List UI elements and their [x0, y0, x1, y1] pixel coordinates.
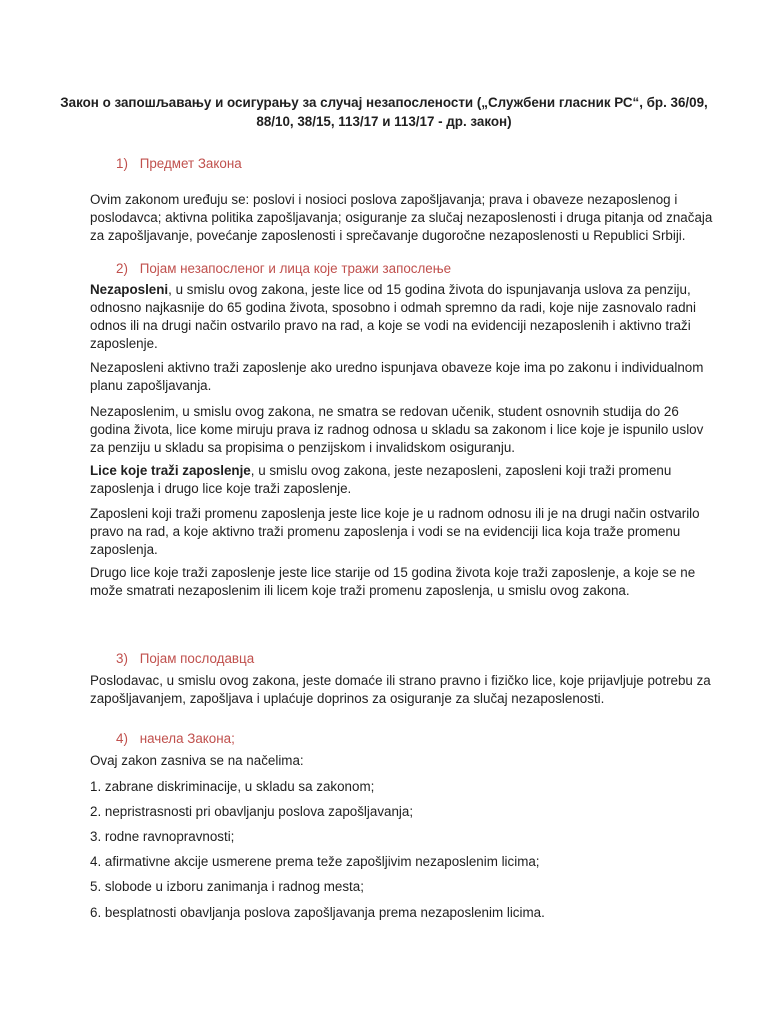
section-heading-1: [116, 155, 242, 173]
text-line: za penziju u skladu sa propisima o penzijskom i invalidskom osiguranju.: [90, 440, 515, 455]
text-line: Poslodavac, u smislu ovog zakona, jeste domaće ili strano pravno i fizičko lice, koje prijavljuje potrebu za: [90, 673, 711, 688]
text-line: planu zapošljavanja.: [90, 378, 212, 393]
principle-item: 5. slobode u izboru zanimanja i radnog mesta;: [90, 879, 364, 894]
paragraph-subject: [90, 191, 713, 245]
text-line: [90, 281, 691, 299]
section-number: 4): [116, 731, 128, 746]
text-line: poslodavca; aktivna politika zapošljavanja; osiguranje za slučaj nezaposlenosti i druga pitanja od značaja: [90, 210, 713, 225]
paragraph-unemployed-definition: [90, 281, 696, 353]
text-line: Nezaposleni aktivno traži zaposlenje ako uredno ispunjava obaveze koje ima po zakonu i individualnom: [90, 360, 704, 375]
text-fragment: , u smislu ovog zakona, jeste nezaposleni, zaposleni koji traži promenu: [250, 463, 672, 478]
principle-item: 2. nepristrasnosti pri obavljanju poslova zapošljavanja;: [90, 804, 414, 819]
paragraph-employer-definition: [90, 672, 711, 708]
paragraph-employed-seeker: [90, 505, 700, 559]
text-fragment: , u smislu ovog zakona, jeste lice od 15 godina života do ispunjavanja uslova za penziju,: [168, 282, 691, 297]
principle-item: 6. besplatnosti obavljanja poslova zapošljavanja prema nezaposlenim licima.: [90, 905, 545, 920]
section-heading-3: [116, 650, 254, 668]
paragraph-active-search: [90, 359, 704, 395]
text-line: Drugo lice koje traži zaposlenje jeste lice starije od 15 godina života koje traži zaposlenje, a koje se ne: [90, 565, 696, 580]
paragraph-other-seeker: [90, 564, 696, 600]
text-line: [90, 462, 685, 480]
section-number: 1): [116, 156, 128, 171]
text-line: godina života, lice kome miruju prava iz radnog odnosa u skladu sa zakonom i lice koje je ispunilo uslov: [90, 422, 704, 437]
section-number: 2): [116, 261, 128, 276]
title-line-1: Закон о запошљавању и осигурању за случај незапослености („Службени гласник РС“, бр. 36/09,: [60, 95, 708, 110]
document-title: [60, 93, 708, 131]
text-line: Ovim zakonom uređuju se: poslovi i nosioci poslova zapošljavanja; prava i obaveze nezaposlenog i: [90, 192, 678, 207]
principles-intro: Ovaj zakon zasniva se na načelima:: [90, 753, 304, 768]
paragraph-exclusions: [90, 403, 704, 457]
principle-item: 1. zabrane diskriminacije, u skladu sa zakonom;: [90, 779, 375, 794]
principle-item: 3. rodne ravnopravnosti;: [90, 829, 235, 844]
section-heading-4: [116, 730, 235, 748]
text-line: odnos ili na drugi način ostvarilo pravo na rad, a koje se vodi na evidenciji nezaposlenih i aktivno traži: [90, 318, 691, 333]
text-line: zapošljavanjem, zapošljava i uplaćuje doprinos za osiguranje za slučaj nezaposlenosti.: [90, 691, 605, 706]
text-line: zaposlenje.: [90, 336, 158, 351]
paragraph-job-seeker-definition: [90, 462, 685, 498]
principle-item: 4. afirmativne akcije usmerene prema teže zapošljivim nezaposlenim licima;: [90, 854, 540, 869]
text-line: Zaposleni koji traži promenu zaposlenja jeste lice koje je u radnom odnosu ili je na drugi način ostvarilo: [90, 506, 700, 521]
section-label: Појам незапосленог и лица које тражи запослење: [139, 261, 452, 276]
section-label: Појам послодавца: [139, 651, 255, 666]
text-line: za zapošljavanje, povećanje zaposlenosti i sprečavanje dugoročne nezaposlenosti u Republici Srbiji.: [90, 228, 686, 243]
text-line: pravo na rad, a koje aktivno traži promenu zaposlenja i vodi se na evidenciji lica koja traže promenu: [90, 524, 681, 539]
text-line: zaposlenja.: [90, 542, 158, 557]
text-line: Nezaposlenim, u smislu ovog zakona, ne smatra se redovan učenik, student osnovnih studija do 26: [90, 404, 679, 419]
bold-term: Nezaposleni: [90, 282, 169, 297]
text-line: odnosno najkasnije do 65 godina života, sposobno i odmah spremno da radi, koje nije zasnovalo radni: [90, 300, 696, 315]
title-line-2: 88/10, 38/15, 113/17 и 113/17 - др. закон): [256, 114, 512, 129]
bold-term: Lice koje traži zaposlenje: [90, 463, 251, 478]
section-label: Предмет Закона: [139, 156, 242, 171]
text-line: može smatrati nezaposlenim ili licem koje traži promenu zaposlenja, u smislu ovog zakona.: [90, 583, 630, 598]
text-line: zaposlenja i drugo lice koje traži zaposlenje.: [90, 481, 352, 496]
section-label: начела Закона;: [139, 731, 235, 746]
section-number: 3): [116, 651, 128, 666]
section-heading-2: [116, 260, 451, 278]
